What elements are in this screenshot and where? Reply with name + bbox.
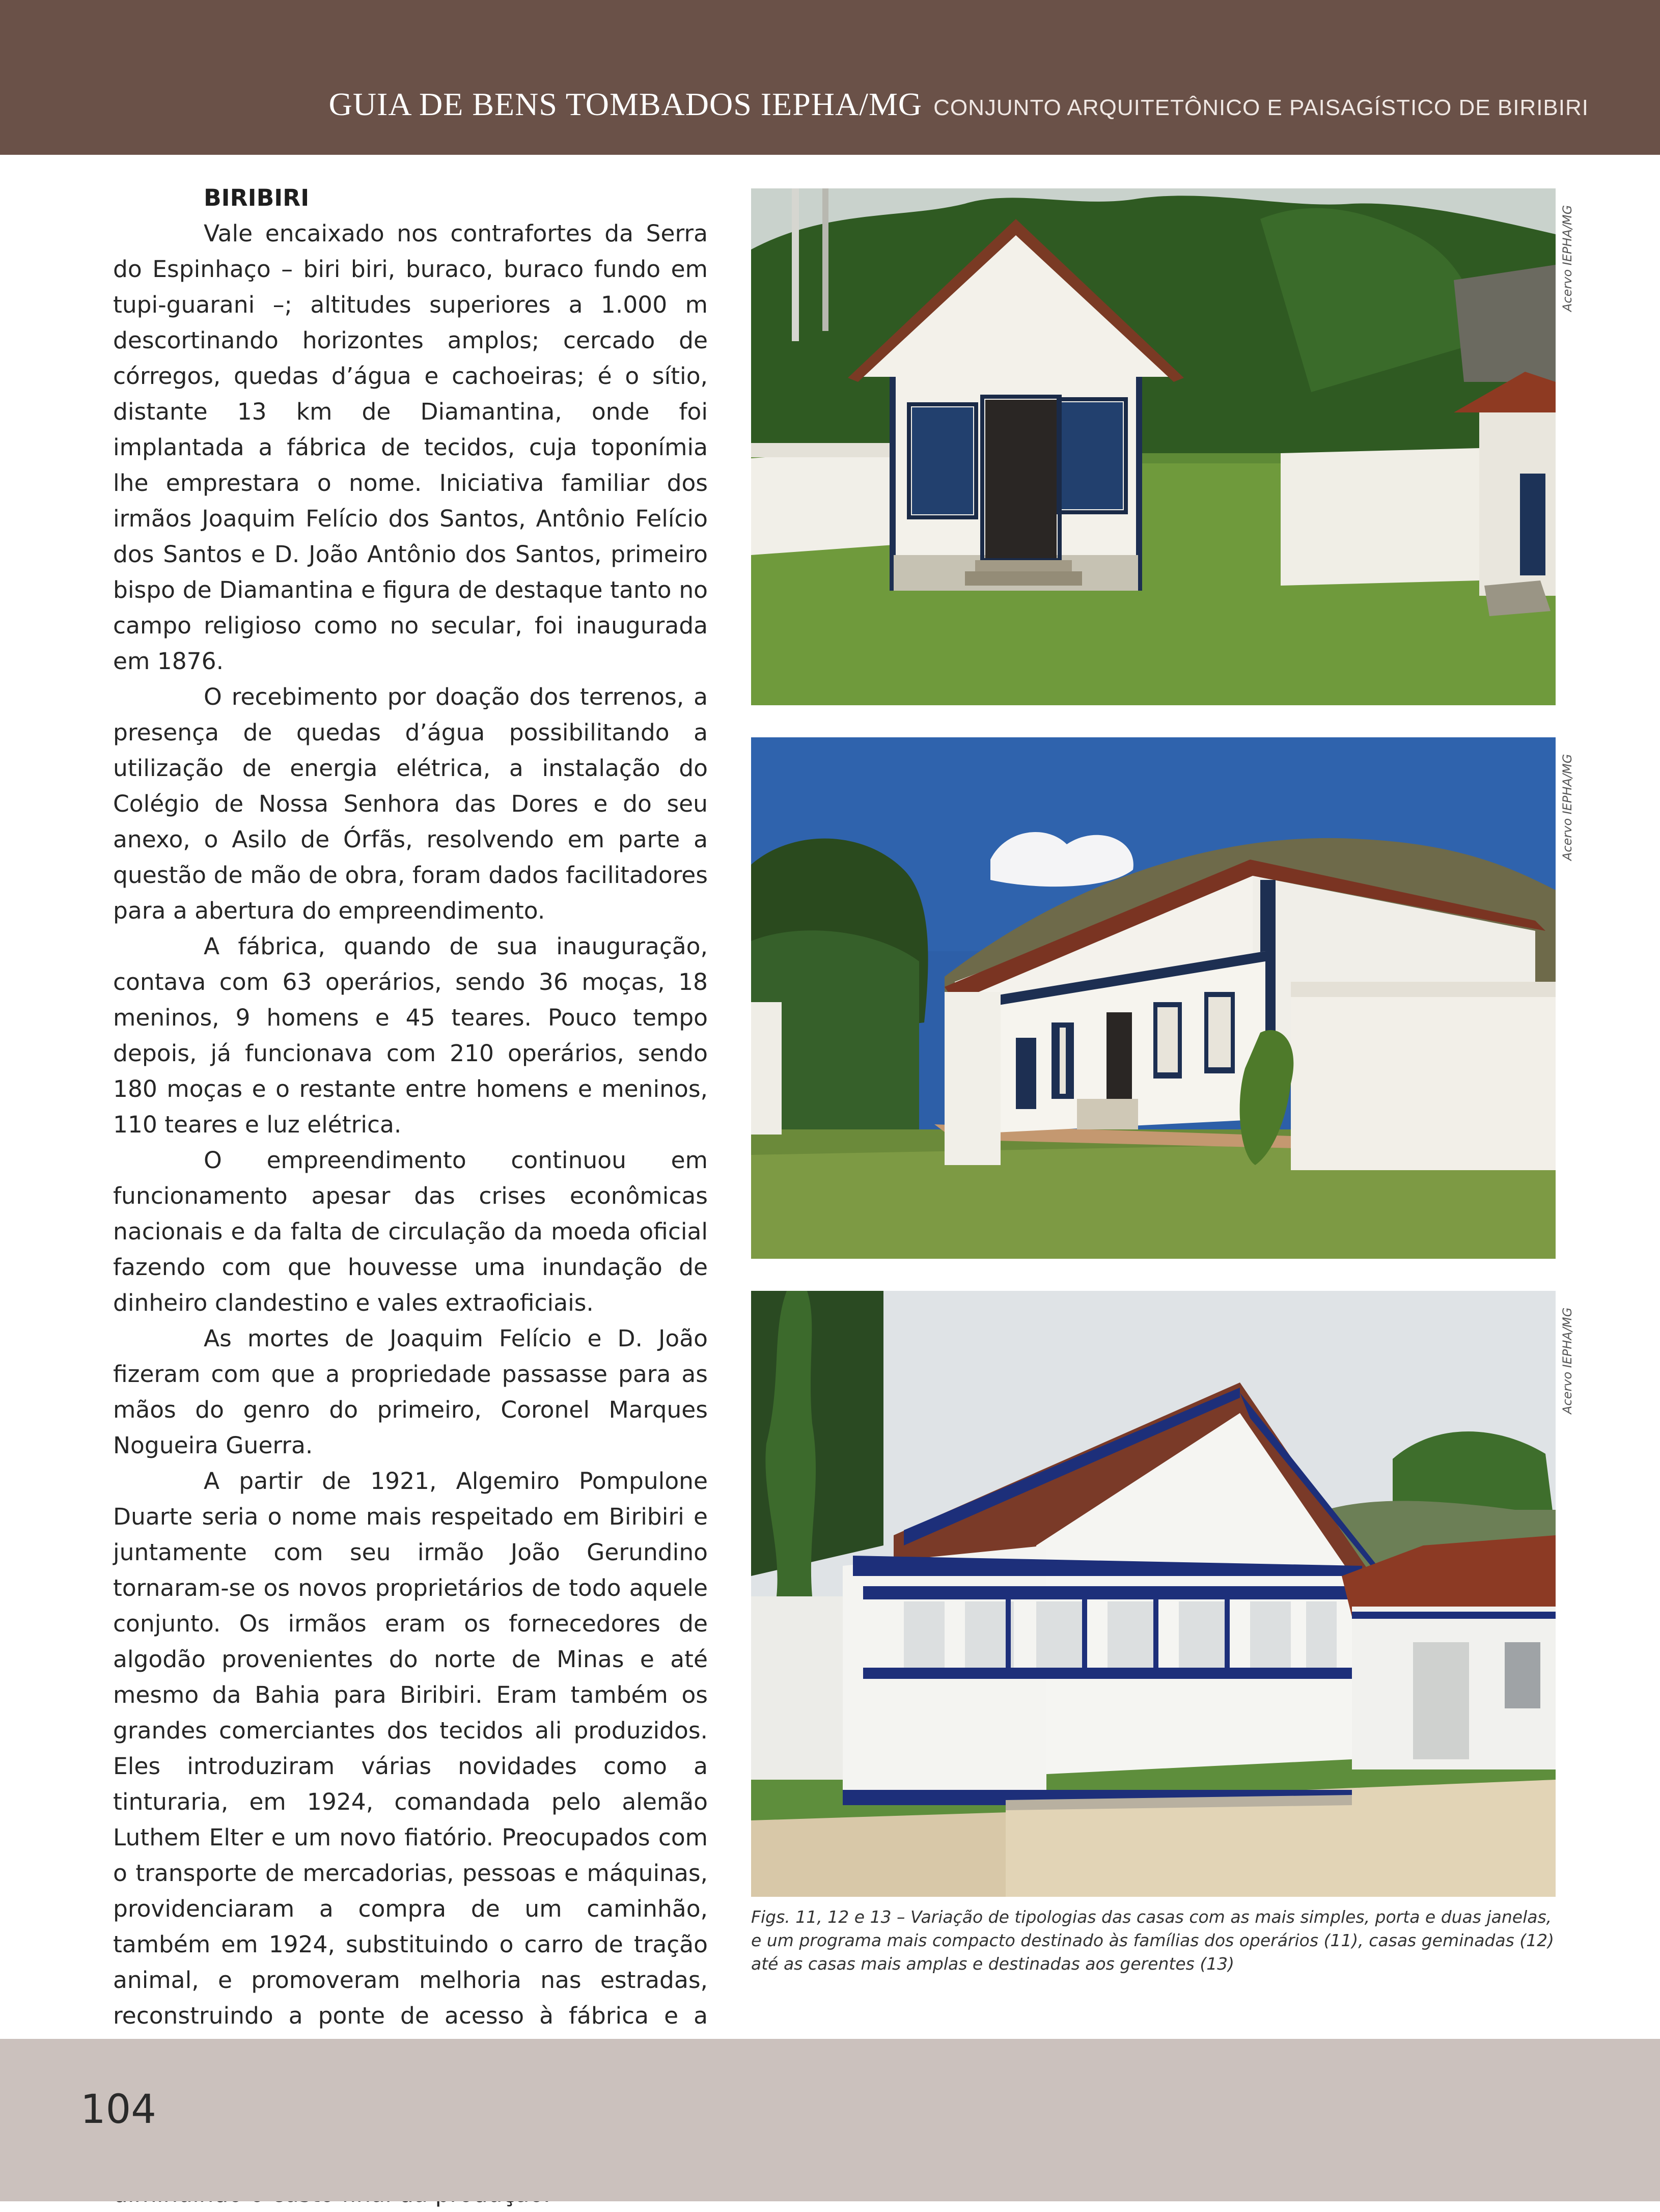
paragraph: O empreendimento continuou em funcionamento apesar das crises econômicas nacionais e da falta de circulação da moeda oficial fazendo com que houvesse uma inundação de dinheiro clandestino e vales extraoficiais. [113, 1147, 708, 1316]
paragraph: As mortes de Joaquim Felício e D. João fizeram com que a propriedade passasse para as mãos do genro do primeiro, Coronel Marques Nogueira Guerra. [113, 1325, 708, 1459]
figure-13-photo [751, 1291, 1556, 1897]
figure-12-photo [751, 737, 1556, 1259]
figure-caption: Figs. 11, 12 e 13 – Variação de tipologias das casas com as mais simples, porta e duas janelas, e um programa mais compacto destinado às famílias dos operários (11), casas geminadas (12) até as casas mais amplas e destinadas aos gerentes (13) [751, 1907, 1555, 1974]
photo-credit: Acervo IEPHA/MG [1560, 754, 1574, 861]
chapter-title: CONJUNTO ARQUITETÔNICO E PAISAGÍSTICO DE BIRIBIRI [933, 95, 1589, 120]
page-header [0, 0, 1660, 155]
article-body [113, 180, 708, 2212]
publication-title: GUIA DE BENS TOMBADOS IEPHA/MG [328, 86, 923, 122]
photo-credit: Acervo IEPHA/MG [1560, 205, 1574, 312]
paragraph: A fábrica, quando de sua inauguração, contava com 63 operários, sendo 36 moças, 18 meninos, 9 homens e 45 teares. Pouco tempo depois, já funcionava com 210 operários, sendo 180 moças e o restante entre homens e meninos, 110 teares e luz elétrica. [113, 933, 708, 1138]
article-heading: BIRIBIRI [204, 184, 310, 211]
paragraph: Vale encaixado nos contrafortes da Serra do Espinhaço – biri biri, buraco, buraco fundo em tupi-guarani –; altitudes superiores a 1.000 m descortinando horizontes amplos; cercado de córregos, quedas d’água e cachoeiras; é o sítio, distante 13 km de Diamantina, onde foi implantada a fábrica de tecidos, cuja toponímia lhe emprestara o nome. Iniciativa familiar dos irmãos Joaquim Felício dos Santos, Antônio Felício dos Santos e D. João Antônio dos Santos, primeiro bispo de Diamantina e figura de destaque tanto no campo religioso como no secular, foi inaugurada em 1876. [113, 220, 708, 675]
paragraph: O recebimento por doação dos terrenos, a presença de quedas d’água possibilitando a utilização de energia elétrica, a instalação do Colégio de Nossa Senhora das Dores e do seu anexo, o Asilo de Órfãs, resolvendo em parte a questão de mão de obra, foram dados facilitadores para a abertura do empreendimento. [113, 683, 708, 924]
photo-credit: Acervo IEPHA/MG [1560, 1307, 1574, 1414]
figure-11-photo [751, 188, 1556, 705]
page-number: 104 [80, 2087, 156, 2133]
header-text [329, 86, 1589, 123]
paragraph: A partir de 1921, Algemiro Pompulone Duarte seria o nome mais respeitado em Biribiri e juntamente com seu irmão João Gerundino tornaram-se os novos proprietários de todo aquele conjunto. Os irmãos eram os fornecedores de algodão provenientes do norte de Minas e até mesmo da Bahia para Biribiri. Eram também os grandes comerciantes dos tecidos ali produzidos. Eles introduziram várias novidades como a tinturaria, em 1924, comandada pelo alemão Luthem Elter e um novo fiatório. Preocupados com o transporte de mercadorias, pessoas e máquinas, providenciaram a compra de um caminhão, também em 1924, substituindo o carro de tração animal, e promoveram melhoria nas estradas, reconstruindo a ponte de acesso à fábrica e a [113, 1468, 708, 2029]
page-footer [0, 2039, 1660, 2201]
